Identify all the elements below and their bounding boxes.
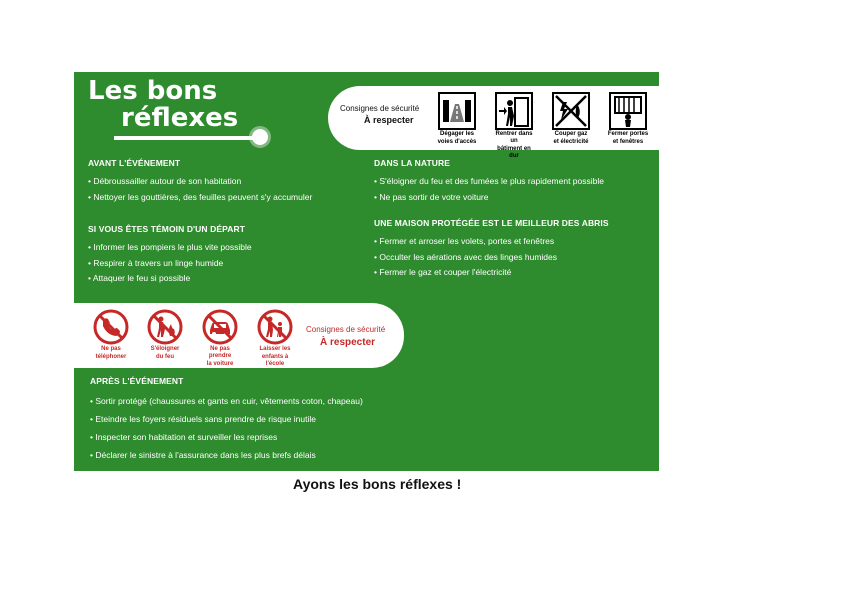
evacuation-access-icon — [438, 92, 476, 130]
list-item: • Attaquer le feu si possible — [88, 271, 252, 287]
picto-school-caption1: Laisser les — [259, 346, 291, 352]
picto-car — [199, 309, 241, 368]
list-item: • Ne pas sortir de votre voiture — [374, 190, 604, 206]
section-maison-heading: UNE MAISON PROTÉGÉE EST LE MEILLEUR DES ABRIS — [374, 218, 609, 228]
picto-access — [436, 92, 478, 146]
picto-building — [493, 92, 535, 160]
list-item: • Fermer et arroser les volets, portes et fenêtres — [374, 234, 609, 250]
list-item: • Respirer à travers un linge humide — [88, 256, 252, 272]
picto-gas-caption1: Couper gaz — [554, 131, 588, 137]
picto-building-caption1: Rentrer dans un — [495, 131, 533, 144]
consignes-top-label: Consignes de sécurité — [340, 104, 420, 113]
section-apres-heading: APRÈS L'ÉVÉNEMENT — [90, 376, 184, 386]
list-item: • Eteindre les foyers résiduels sans prendre de risque inutile — [90, 410, 363, 428]
consignes-top-panel — [328, 86, 659, 159]
section-nature-heading: DANS LA NATURE — [374, 158, 451, 168]
picto-phone — [90, 309, 132, 361]
list-item: • Informer les pompiers le plus vite possible — [88, 240, 252, 256]
list-item: • Inspecter son habitation et surveiller les reprises — [90, 428, 363, 446]
list-item: • S'éloigner du feu et des fumées le plus rapidement possible — [374, 174, 604, 190]
picto-gas — [550, 92, 592, 146]
consignes-bottom-respect: À respecter — [320, 337, 376, 348]
picto-windows-caption2: et fenêtres — [612, 139, 644, 145]
picto-access-caption1: Dégager les — [439, 131, 475, 137]
list-item: • Déclarer le sinistre à l'assurance dans les plus brefs délais — [90, 446, 363, 464]
picto-phone-caption2: téléphoner — [95, 354, 127, 360]
list-item: • Occulter les aérations avec des linges humides — [374, 250, 609, 266]
section-nature — [374, 158, 604, 205]
footer-slogan: Ayons les bons réflexes ! — [293, 476, 462, 492]
cut-gas-electricity-icon — [552, 92, 590, 130]
consignes-bottom-panel — [74, 303, 404, 368]
picto-car-caption2: la voiture — [206, 361, 234, 367]
title-underline — [114, 136, 260, 140]
list-item: • Débroussailler autour de son habitation — [88, 174, 312, 190]
section-avant — [88, 158, 312, 205]
list-item: • Fermer le gaz et couper l'électricité — [374, 265, 609, 281]
no-phone-icon — [93, 309, 129, 345]
consignes-top-respect: À respecter — [364, 115, 414, 125]
title-line-1: Les bons — [88, 76, 218, 106]
enter-building-icon — [495, 92, 533, 130]
picto-windows — [607, 92, 649, 146]
list-item: • Sortir protégé (chaussures et gants en cuir, vêtements coton, chapeau) — [90, 392, 363, 410]
picto-access-caption2: voies d'accès — [437, 139, 477, 145]
picto-school-caption2: enfants à l'école — [261, 354, 289, 367]
consignes-bottom-label: Consignes de sécurité — [306, 325, 386, 334]
move-away-fire-icon — [147, 309, 183, 345]
close-doors-windows-icon — [609, 92, 647, 130]
picto-fire-caption2: du feu — [156, 354, 174, 360]
picto-windows-caption1: Fermer portes — [607, 131, 649, 137]
section-temoin-heading: SI VOUS ÊTES TÉMOIN D'UN DÉPART — [88, 224, 246, 234]
safety-card — [74, 72, 659, 471]
picto-fire — [144, 309, 186, 361]
section-temoin — [88, 224, 252, 287]
picto-gas-caption2: et électricité — [553, 139, 589, 145]
picto-building-caption2: bâtiment en dur — [497, 146, 531, 159]
section-avant-heading: AVANT L'ÉVÉNEMENT — [88, 158, 181, 168]
picto-phone-caption1: Ne pas — [101, 346, 121, 352]
title-line-2: réflexes — [121, 103, 239, 133]
list-item: • Nettoyer les gouttières, des feuilles peuvent s'y accumuler — [88, 190, 312, 206]
leave-children-school-icon — [257, 309, 293, 345]
section-apres — [90, 376, 363, 464]
picto-school — [254, 309, 296, 368]
picto-fire-caption1: S'éloigner — [150, 346, 180, 352]
no-car-icon — [202, 309, 238, 345]
picto-car-caption1: Ne pas prendre — [208, 346, 232, 359]
title-dot — [252, 129, 268, 145]
section-maison — [374, 218, 609, 281]
